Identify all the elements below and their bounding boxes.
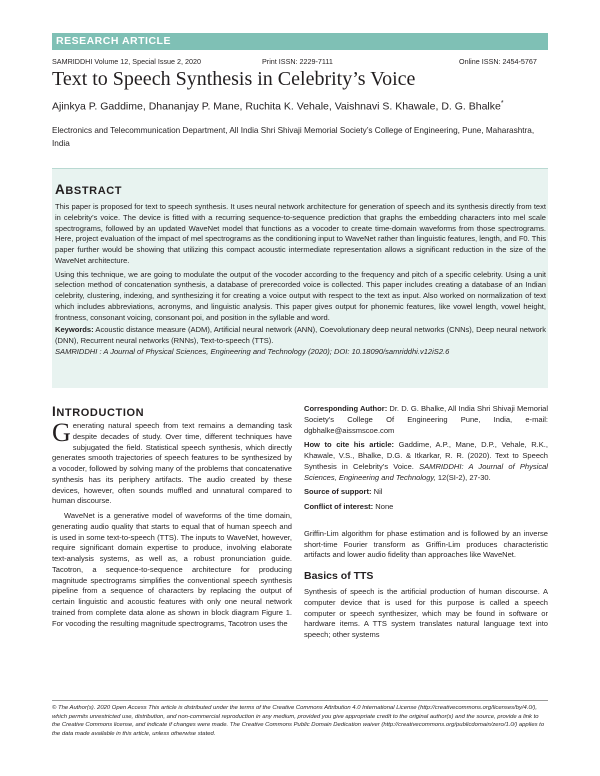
journal-citation: SAMRIDDHI : A Journal of Physical Sciences, Engineering and Technology (2020); DOI: 10.18090/samriddhi.v12iS2.6	[55, 346, 450, 356]
corresponding-mark: *	[500, 100, 504, 107]
right-column	[304, 404, 548, 641]
online-issn: Online ISSN: 2454-5767	[459, 57, 537, 66]
print-issn: Print ISSN: 2229-7111	[262, 57, 333, 66]
abstract-heading: ABSTRACT	[55, 182, 123, 197]
left-column	[52, 404, 292, 629]
drop-cap: G	[52, 418, 71, 447]
basics-heading: Basics of TTS	[304, 570, 374, 582]
affiliation: Electronics and Telecommunication Department, All India Shri Shivaji Memorial Society’s College of Engineering, Pune, Maharashtra, India	[52, 126, 535, 148]
corresponding-author: Corresponding Author: Dr. D. G. Bhalke, All India Shri Shivaji Memorial Society’s College Of Engineering Pune, India, e-mail: dgbhalke@aissmscoe.com	[304, 404, 549, 435]
intro-paragraph-2: WaveNet is a generative model of waveforms of the time domain, generating audio quality that starts to equal that of human speech and is used in some text-to-speech (TTS). The inputs to WaveNet, however, require significant domain expertise to produce, involving elaborate text-analysis systems, as well as, a robust pronunciation guide. Tacotron, a sequence-to-sequence architecture for producing magnitude spectrograms simplifies the conventional speech synthesis pipeline from a sequence of characters by replacing the output of certain linguistic and acoustic features with only one neural network trained from complete data alone as shown in block diagram Figure 1. For vocoding the resulting magnitude spectrograms, Tacotron uses the	[52, 511, 292, 628]
keywords: Keywords: Acoustic distance measure (ADM), Artificial neural network (ANN), Coevolutionary deep neural networks (CNNs), Deep neural network (DNN), Recurrent neural networks (RNNs), Text-to-speech (TTS).	[55, 325, 546, 345]
basics-paragraph: Synthesis of speech is the artificial production of human discourse. A computer device that is used for this purpose is called a speech computer or speech synthesizer, which may be found in software or hardware items. A TTS system translates natural language text into speech; other systems	[304, 587, 548, 639]
body-paragraph-griffin-lim: Griffin-Lim algorithm for phase estimation and is followed by an inverse short-time Fourier transform as Griffin-Lim produces characteristic artifacts and lower audio fidelity than approaches like WaveNet.	[304, 528, 548, 560]
intro-paragraph-1: Generating natural speech from text remains a demanding task despite decades of study. Over time, different techniques have subjugated the field. Statistical speech synthesis, which directly generates smooth trajectories of speech features to be synthesized by a vocoder, followed by solving many of the problems that concatenative synthesis has its periphery artifacts. The audio created by these devices, however, often sounds muffled and unnatural compared to human discourse.	[52, 418, 292, 506]
introduction-heading: INTRODUCTION	[52, 404, 145, 419]
source-of-support: Source of support: Nil	[304, 487, 383, 497]
abstract-paragraph-2: Using this technique, we are going to modulate the output of the vocoder according to the frequency and pitch of a specific celebrity. Using a unit selection method of concatenation synthesis, a database of prerecorded voice is collected. This paper includes creating a database of an Indian celebrity, clustering, indexing, and synthesizing it for creating a voice output with respect to the text as input. Also worked on normalization of text which includes abbreviations, acronyms, and linguistic analysis. This paper gives output for phonemic features, like vowel length, vowel height, frontness, consonant voicing, consonant poi, and position in the syllable and word.	[55, 269, 546, 322]
paper-title: Text to Speech Synthesis in Celebrity’s Voice	[52, 68, 416, 90]
license-footer: © The Author(s). 2020 Open Access This article is distributed under the terms of the Creative Commons Attribution 4.0 International License (http://creativecommons.org/licenses/by/4.0/), which permits unrestricted use, distribution, and non-commercial reproduction in any medium, provided you give appropriate credit to the original author(s) and the source, provide a link to the Creative Commons license, and indicate if changes were made. The Creative Commons Public Domain Dedication waiver (http://creativecommons.org/publicdomain/zero/1.0/) applies to the data made available in this article, unless otherwise stated.	[52, 700, 548, 738]
author-names: Ajinkya P. Gaddime, Dhananjay P. Mane, Ruchita K. Vehale, Vaishnavi S. Khawale, D. G. Bhalke	[52, 100, 501, 113]
article-type-banner: RESEARCH ARTICLE	[52, 33, 548, 50]
how-to-cite: How to cite his article: Gaddime, A.P., Mane, D.P., Vehale, R.K., Khawale, V.S., Bhalke, D.G. & Itkarkar, R. R. (2020). Text to Speech Synthesis in Celebrity’s Voice. SAMRIDDHI: A Journal of Physical Sciences, Engineering and Technology, 12(SI-2), 27-30.	[304, 440, 548, 482]
author-list	[52, 100, 504, 113]
abstract-section	[52, 168, 548, 388]
conflict-of-interest: Conflict of interest: None	[304, 502, 394, 511]
journal-issue: SAMRIDDHI Volume 12, Special Issue 2, 2020	[52, 57, 202, 66]
abstract-paragraph-1: This paper is proposed for text to speech synthesis. It uses neural network architecture for generation of speech and its synthesis directly from text in celebrity’s voice. The device is fitted with a recurring sequence-to-sequence prediction that graphs the embedding characters into mel scale spectrograms, followed by an updated WaveNet model that functions as a vocoder to create time-domain waveforms from those spectrograms. Here, project evaluation of the impact of mel spectrograms as the conditioning input to WaveNet rather than linguistic features, length, and F0. This paper further would be showing that utilizing this compact acoustic intermediate representation allows a significant reduction in the size of the WaveNet architecture.	[55, 202, 546, 265]
